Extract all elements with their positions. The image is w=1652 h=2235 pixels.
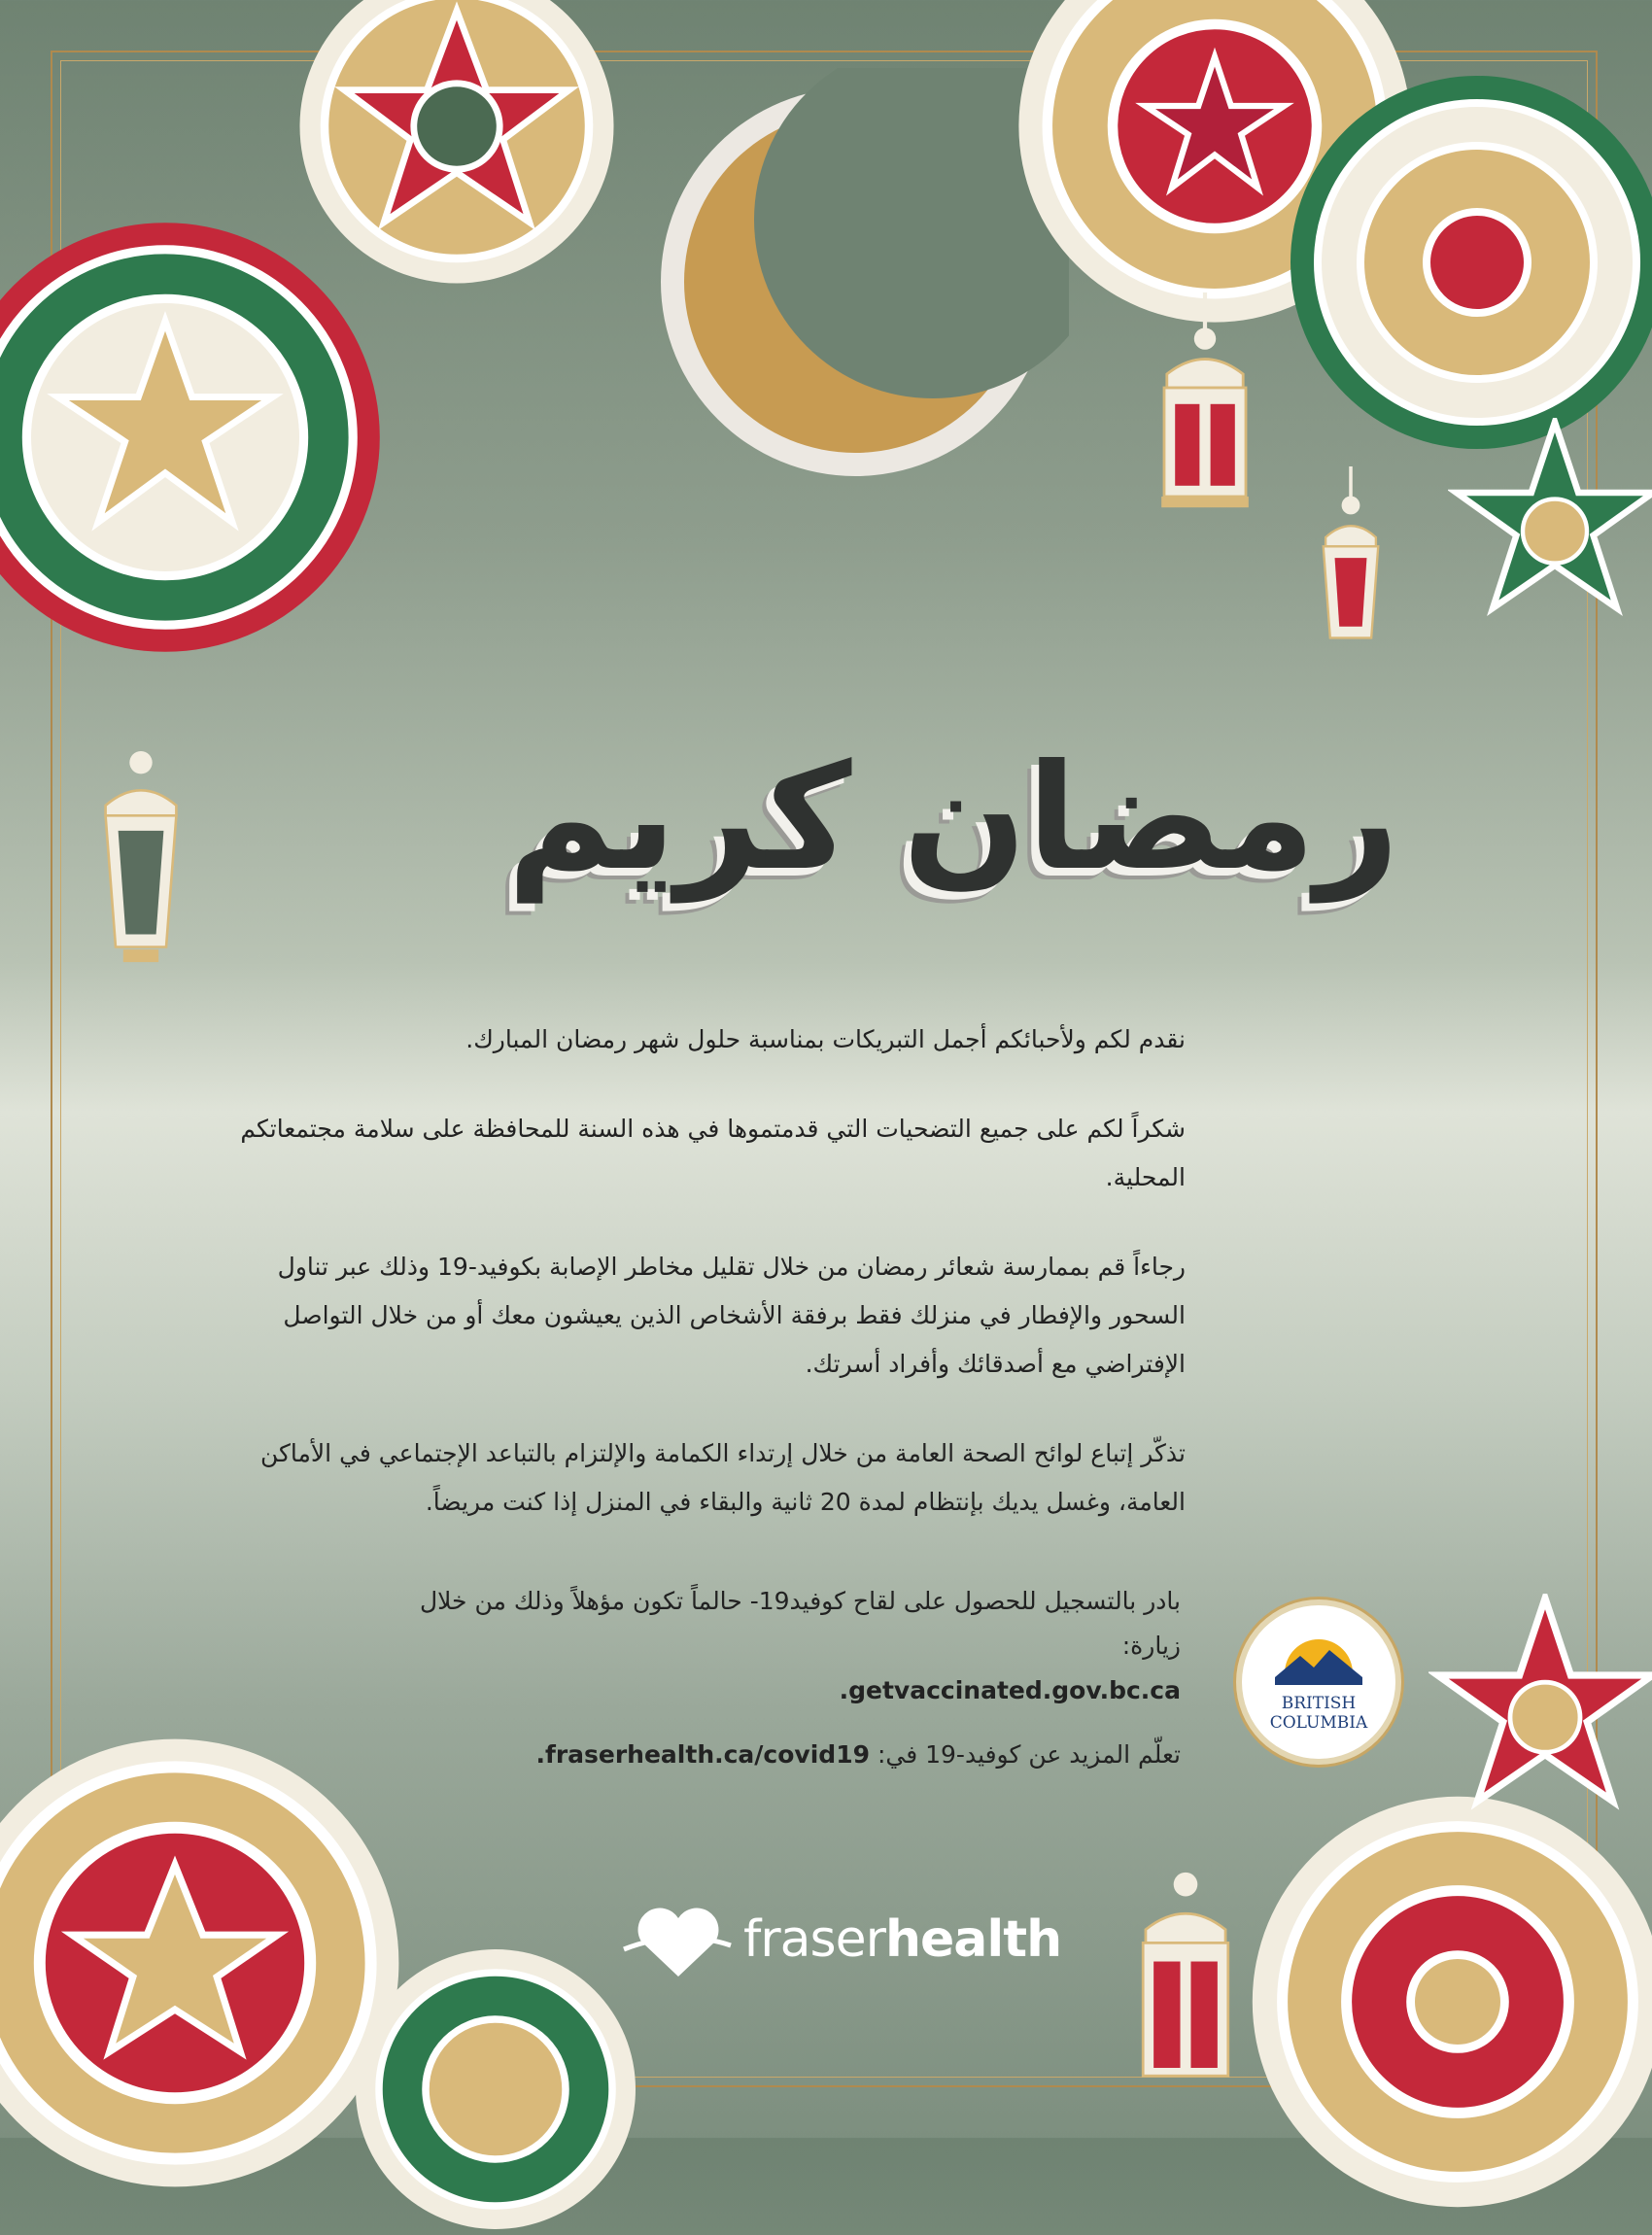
- thanks-paragraph: شكراً لكم على جميع التضحيات التي قدمتموها في هذه السنة للمحافظة على سلامة مجتمعاتكم المحلية.: [240, 1115, 1186, 1191]
- bc-logo-line1: BRITISH: [1281, 1694, 1357, 1713]
- rosette-top-center-icon: [292, 0, 622, 292]
- learn-block: [369, 1733, 1181, 1777]
- register-text: بادر بالتسجيل للحصول على لقاح كوفيد19- حالماً تكون مؤهلاً وذلك من خلال زيارة:: [419, 1587, 1181, 1660]
- star-bottom-right-icon: [1428, 1594, 1652, 1827]
- fraser-health-word-health: health: [885, 1910, 1062, 1969]
- call-to-action: [369, 1579, 1181, 1797]
- fraser-health-heart-icon: [622, 1907, 734, 1982]
- fraser-health-word-fraser: fraser: [743, 1910, 886, 1969]
- rosette-right-icon: [1283, 68, 1652, 457]
- lantern-right-icon: [1292, 466, 1409, 661]
- crescent-moon-icon: [641, 68, 1069, 496]
- fraser-health-wordmark: [743, 1910, 1061, 1969]
- practice-paragraph: رجاءاً قم بممارسة شعائر رمضان من خلال تقليل مخاطر الإصابة بكوفيد-19 وذلك عبر تناول السحور والإفطار في منزلك فقط برفقة الأشخاص الذين يعيشون معك أو من خلال التواصل الإفتراضي مع أصدقائك وأفراد أسرتك.: [277, 1253, 1186, 1378]
- bc-logo-badge: [1242, 1605, 1395, 1759]
- star-right-icon: [1448, 418, 1652, 632]
- learn-text: تعلّم المزيد عن كوفيد-19 في:: [877, 1740, 1181, 1769]
- rosette-bottom-center-icon: [350, 1943, 641, 2235]
- rosette-bottom-right-icon: [1244, 1788, 1652, 2216]
- greeting-paragraph: نقدم لكم ولأحبائكم أجمل التبريكات بمناسبة حلول شهر رمضان المبارك.: [465, 1025, 1186, 1053]
- register-block: [369, 1579, 1181, 1713]
- lantern-top-icon: [1137, 292, 1273, 525]
- reminder-paragraph: تذكّر إتباع لوائح الصحة العامة من خلال إرتداء الكمامة والإلتزام بالتباعد الإجتماعي في الأماكن العامة، وغسل يديك بإنتظام لمدة 20 ثانية والبقاء في المنزل إذا كنت مريضاً.: [259, 1439, 1186, 1516]
- lantern-bottom-icon: [1118, 1866, 1254, 2118]
- bc-sun-mountain-icon: [1275, 1627, 1362, 1685]
- body-text: [204, 1015, 1186, 1567]
- rosette-bottom-left-icon: [0, 1730, 408, 2196]
- lantern-left-icon: [78, 739, 204, 991]
- fraser-health-logo: [622, 1905, 1062, 1982]
- learn-link[interactable]: fraserhealth.ca/covid19.: [535, 1740, 870, 1769]
- poster-title: رمضان كريم: [506, 734, 1399, 903]
- register-link[interactable]: getvaccinated.gov.bc.ca.: [839, 1676, 1181, 1704]
- bc-logo-line2: COLUMBIA: [1269, 1713, 1368, 1733]
